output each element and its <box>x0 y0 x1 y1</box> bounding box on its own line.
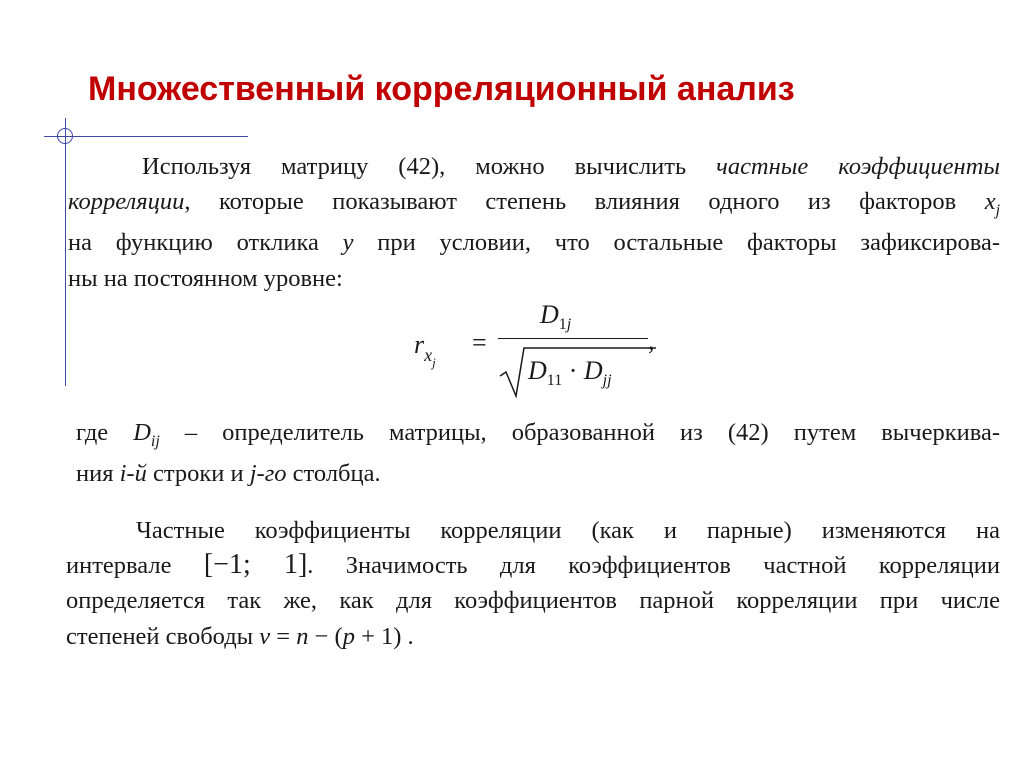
text-span: ния <box>76 460 120 487</box>
formula <box>414 300 674 400</box>
paragraph-1-line-2 <box>68 183 1000 230</box>
text-span: степеней свободы <box>66 623 260 650</box>
math-D: D <box>133 419 151 446</box>
slide-title: Множественный корреляционный анализ <box>88 70 795 108</box>
math-p: p <box>342 623 355 650</box>
math-var-x: x <box>984 188 996 215</box>
math-sub-x: x <box>424 345 433 365</box>
decorative-horizontal-line <box>44 136 248 137</box>
math-D: D <box>528 356 547 385</box>
math-sub-j: j <box>566 316 572 333</box>
paragraph-1-line-1 <box>142 148 1000 186</box>
paragraph-3-line-3: определяется так же, как для коэффициентов парной корреляции при числе <box>66 587 1000 614</box>
paragraph-3-line-2 <box>66 546 1000 585</box>
math-plus-one: + 1) . <box>354 623 414 650</box>
paragraph-2-line-2 <box>76 455 381 493</box>
text-span: . Значимость для коэффициентов частной корреляции <box>307 552 1000 579</box>
math-r: r <box>414 330 425 359</box>
text-span: – определитель матрицы, образованной из (42) путем вычеркива- <box>159 419 1001 446</box>
math-n: n <box>296 623 309 650</box>
math-sub-11: 11 <box>546 372 563 389</box>
decorative-vertical-line <box>65 118 66 386</box>
math-subsub-j: j <box>432 355 436 370</box>
formula-equals: = <box>472 328 487 357</box>
formula-lhs <box>414 330 436 371</box>
text-span: интервале <box>66 552 204 579</box>
text-span: на функцию отклика <box>68 229 343 256</box>
formula-denominator <box>498 342 658 398</box>
paragraph-2-line-1 <box>76 414 1000 461</box>
text-italic: j-го <box>249 460 287 487</box>
math-sub-jj: jj <box>602 372 612 389</box>
math-D: D <box>583 356 603 385</box>
formula-numerator <box>540 300 571 334</box>
text-italic: i-й <box>119 460 147 487</box>
text-span: Используя матрицу (42), можно вычислить <box>142 153 717 180</box>
math-D: D <box>540 300 559 329</box>
text-span: где <box>76 419 134 446</box>
fraction-bar <box>498 338 648 339</box>
denominator-text <box>528 356 612 390</box>
math-dot: · <box>562 356 584 385</box>
paragraph-3-line-1: Частные коэффициенты корреляции (как и парные) изменяются на <box>136 517 1000 544</box>
math-var-y: y <box>342 229 354 256</box>
paragraph-1-line-4: ны на постоянном уровне: <box>68 265 343 292</box>
math-sub-ij: ij <box>150 433 160 450</box>
math-equals: = <box>270 623 297 650</box>
text-italic: частные коэффициенты <box>716 153 1000 180</box>
text-span: столбца. <box>286 460 381 487</box>
math-nu: ν <box>259 623 271 650</box>
math-interval: [−1; 1] <box>203 549 308 580</box>
text-span: при условии, что остальные факторы зафиксирова- <box>353 229 1000 256</box>
decorative-circle <box>57 128 73 144</box>
math-sub-1: 1 <box>558 316 567 333</box>
formula-comma: , <box>648 326 655 355</box>
math-sub-j: j <box>995 202 1001 219</box>
text-span: строки и <box>146 460 250 487</box>
math-minus-paren: − ( <box>308 623 343 650</box>
paragraph-1-line-3 <box>68 224 1000 262</box>
text-span: , которые показывают степень влияния одного из факторов <box>184 188 957 215</box>
paragraph-3-line-4 <box>66 618 414 656</box>
text-italic: корреляции <box>68 188 185 215</box>
